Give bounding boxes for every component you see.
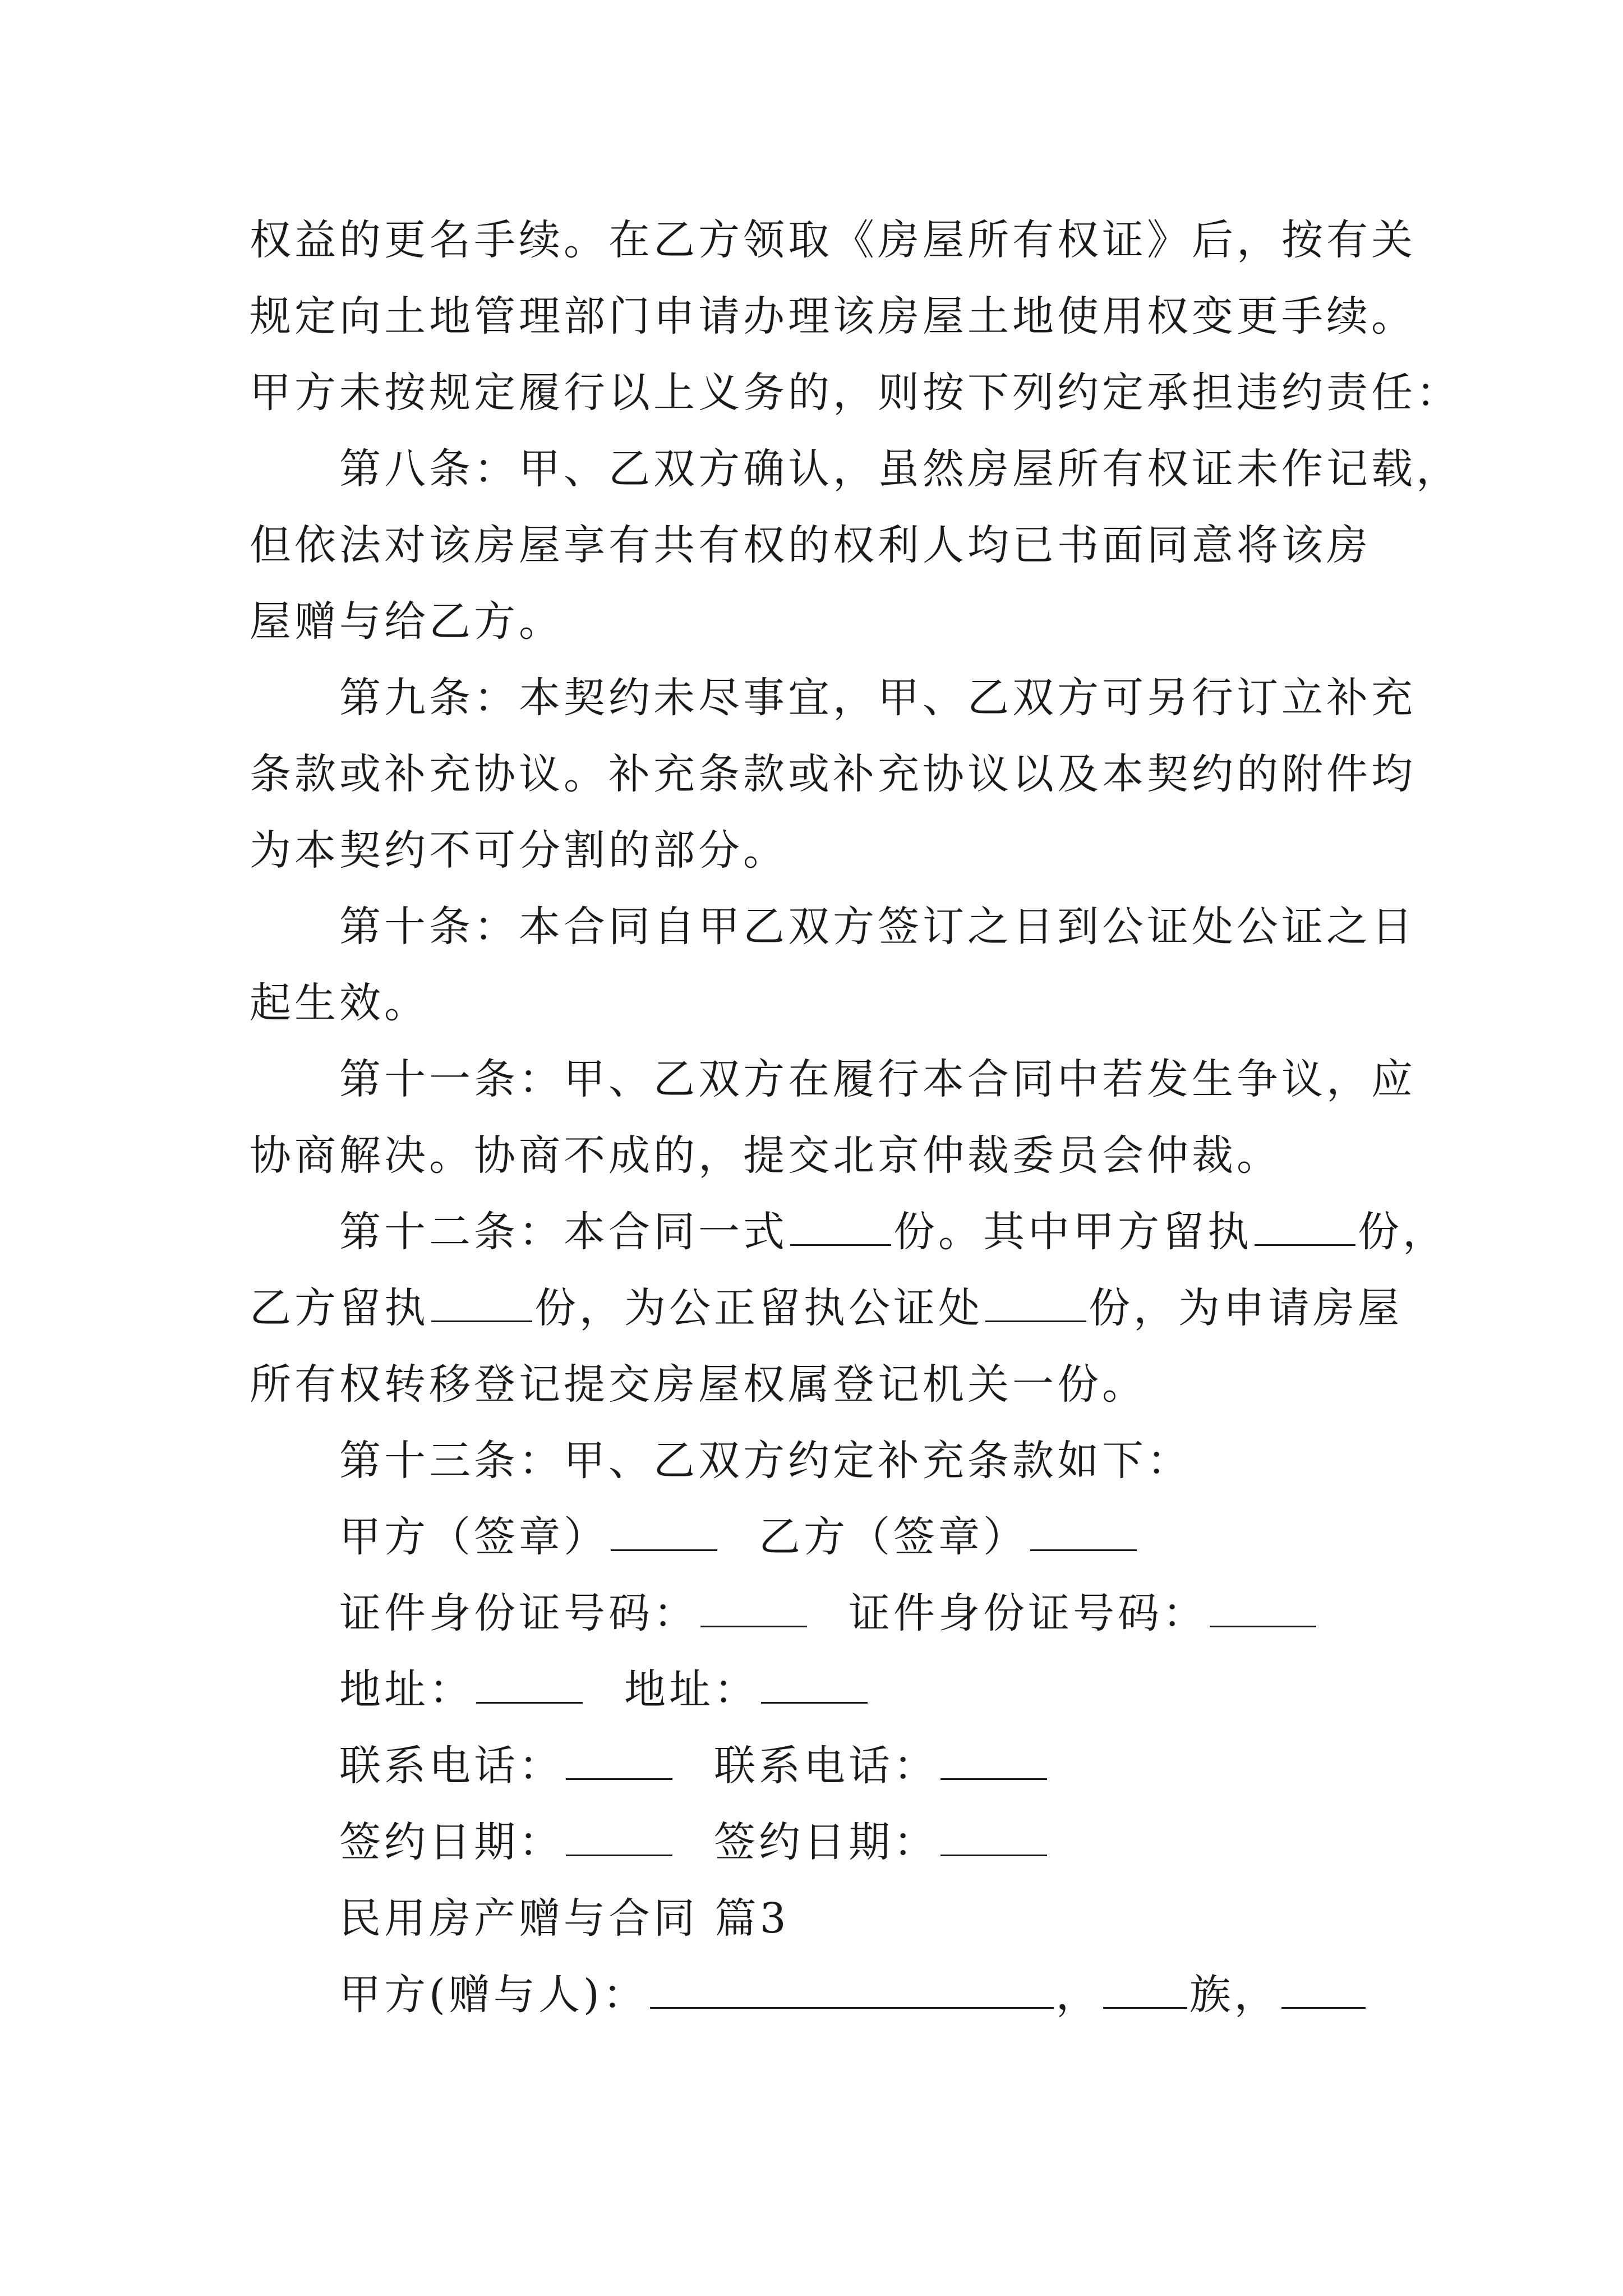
party-a-sign-blank[interactable] xyxy=(611,1512,717,1551)
party-a-sign-label: 甲方（签章） xyxy=(339,1513,608,1561)
article-12-text: 份。其中甲方留执 xyxy=(893,1208,1252,1256)
donor-label: 甲方(赠与人)： xyxy=(339,1971,648,2019)
article-12-text: 第十二条：本合同一式 xyxy=(339,1208,788,1256)
text-line: 起生效。 xyxy=(250,979,429,1027)
article-12-text: 份，为申请房屋 xyxy=(1089,1284,1403,1332)
address-line xyxy=(250,1651,1388,1728)
text-line: 为本契约不可分割的部分。 xyxy=(250,826,788,875)
party-b-phone-label: 联系电话： xyxy=(714,1742,938,1790)
article-12-line xyxy=(250,1270,1403,1346)
copies-party-a-blank[interactable] xyxy=(1255,1207,1355,1246)
party-a-date-label: 签约日期： xyxy=(339,1818,564,1866)
party-a-address-label: 地址： xyxy=(339,1665,474,1714)
text-line: 规定向土地管理部门申请办理该房屋土地使用权变更手续。 xyxy=(250,292,1416,341)
text-line: 条款或补充协议。补充条款或补充协议以及本契约的附件均 xyxy=(250,750,1416,798)
article-12-line: 所有权转移登记提交房屋权属登记机关一份。 xyxy=(250,1360,1147,1409)
donor-ethnicity-label: 族， xyxy=(1189,1971,1279,2019)
copies-party-b-blank[interactable] xyxy=(431,1283,532,1322)
donor-extra-blank[interactable] xyxy=(1281,1970,1366,2009)
article-13-line: 第十三条：甲、乙双方约定补充条款如下： xyxy=(339,1437,1192,1485)
party-b-date-blank[interactable] xyxy=(940,1818,1047,1856)
party-a-id-blank[interactable] xyxy=(700,1589,807,1627)
party-b-id-label: 证件身份证号码： xyxy=(849,1589,1207,1637)
id-number-line xyxy=(250,1575,1388,1651)
party-b-sign-label: 乙方（签章） xyxy=(759,1513,1028,1561)
donor-name-blank[interactable] xyxy=(650,1970,1054,2009)
party-a-address-blank[interactable] xyxy=(476,1665,583,1704)
article-12-text: 份， xyxy=(1358,1208,1447,1256)
section-title: 民用房产赠与合同 篇3 xyxy=(339,1894,790,1943)
party-b-phone-blank[interactable] xyxy=(940,1741,1047,1780)
text-line: 甲方未按规定履行以上义务的，则按下列约定承担违约责任： xyxy=(250,369,1461,417)
copies-total-blank[interactable] xyxy=(790,1207,891,1246)
party-a-phone-label: 联系电话： xyxy=(339,1742,564,1790)
party-b-sign-blank[interactable] xyxy=(1030,1512,1137,1551)
text-line: 屋赠与给乙方。 xyxy=(250,597,564,646)
signature-line xyxy=(250,1499,1388,1575)
party-b-id-blank[interactable] xyxy=(1210,1589,1316,1627)
date-line xyxy=(250,1804,1388,1880)
donor-comma: ， xyxy=(1055,1971,1101,2019)
copies-notary-blank[interactable] xyxy=(985,1283,1086,1322)
article-12-text: 乙方留执 xyxy=(250,1284,429,1332)
document-body xyxy=(250,202,1461,2033)
text-line: 权益的更名手续。在乙方领取《房屋所有权证》后，按有关 xyxy=(250,216,1416,264)
article-11-line: 第十一条：甲、乙双方在履行本合同中若发生争议，应 xyxy=(339,1055,1416,1103)
text-line: 但依法对该房屋享有共有权的权利人均已书面同意将该房 xyxy=(250,521,1371,569)
article-10-line: 第十条：本合同自甲乙双方签订之日到公证处公证之日 xyxy=(339,903,1416,951)
text-line: 协商解决。协商不成的，提交北京仲裁委员会仲裁。 xyxy=(250,1131,1281,1180)
party-b-address-blank[interactable] xyxy=(761,1665,868,1704)
phone-line xyxy=(250,1728,1388,1804)
article-8-line: 第八条：甲、乙双方确认，虽然房屋所有权证未作记载， xyxy=(339,445,1461,493)
party-b-address-label: 地址： xyxy=(624,1665,759,1714)
article-12-line xyxy=(250,1194,1447,1270)
donor-ethnicity-blank[interactable] xyxy=(1103,1970,1187,2009)
party-a-id-label: 证件身份证号码： xyxy=(339,1589,698,1637)
article-12-text: 份，为公正留执公证处 xyxy=(534,1284,983,1332)
party-b-date-label: 签约日期： xyxy=(714,1818,938,1866)
party-a-date-blank[interactable] xyxy=(566,1818,672,1856)
donor-line xyxy=(250,1957,1388,2033)
party-a-phone-blank[interactable] xyxy=(566,1741,672,1780)
article-9-line: 第九条：本契约未尽事宜，甲、乙双方可另行订立补充 xyxy=(339,674,1416,722)
